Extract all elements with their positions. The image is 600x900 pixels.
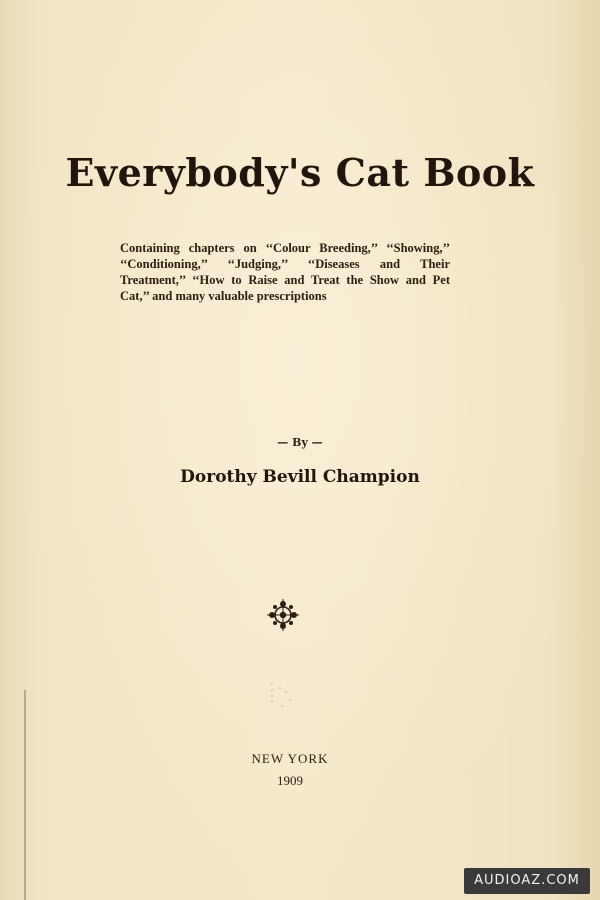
book-title: Everybody's Cat Book — [65, 150, 535, 195]
by-line — [0, 436, 600, 449]
by-dash-left: — — [277, 436, 293, 449]
site-watermark: AUDIOAZ.COM — [464, 868, 590, 894]
publication-year: 1909 — [277, 773, 303, 788]
book-subtitle: Containing chapters on ‘‘Colour Breeding,’’ ‘‘Showing,’’ ‘‘Conditioning,’’ ‘‘Judging,’’ ‘‘Diseases and Their Treatment,’’ ‘‘How to Raise and Treat the Show and Pet Cat,’’ and many valuable prescriptions — [120, 241, 450, 303]
page-edge-line — [24, 690, 26, 900]
fleuron-ornament-icon — [266, 598, 300, 632]
faint-stamp-mark — [268, 680, 298, 710]
publication-place: NEW YORK — [251, 751, 329, 766]
by-dash-right: — — [307, 436, 323, 449]
author-name: Dorothy Bevill Champion — [180, 467, 420, 487]
by-label: By — [292, 436, 308, 449]
